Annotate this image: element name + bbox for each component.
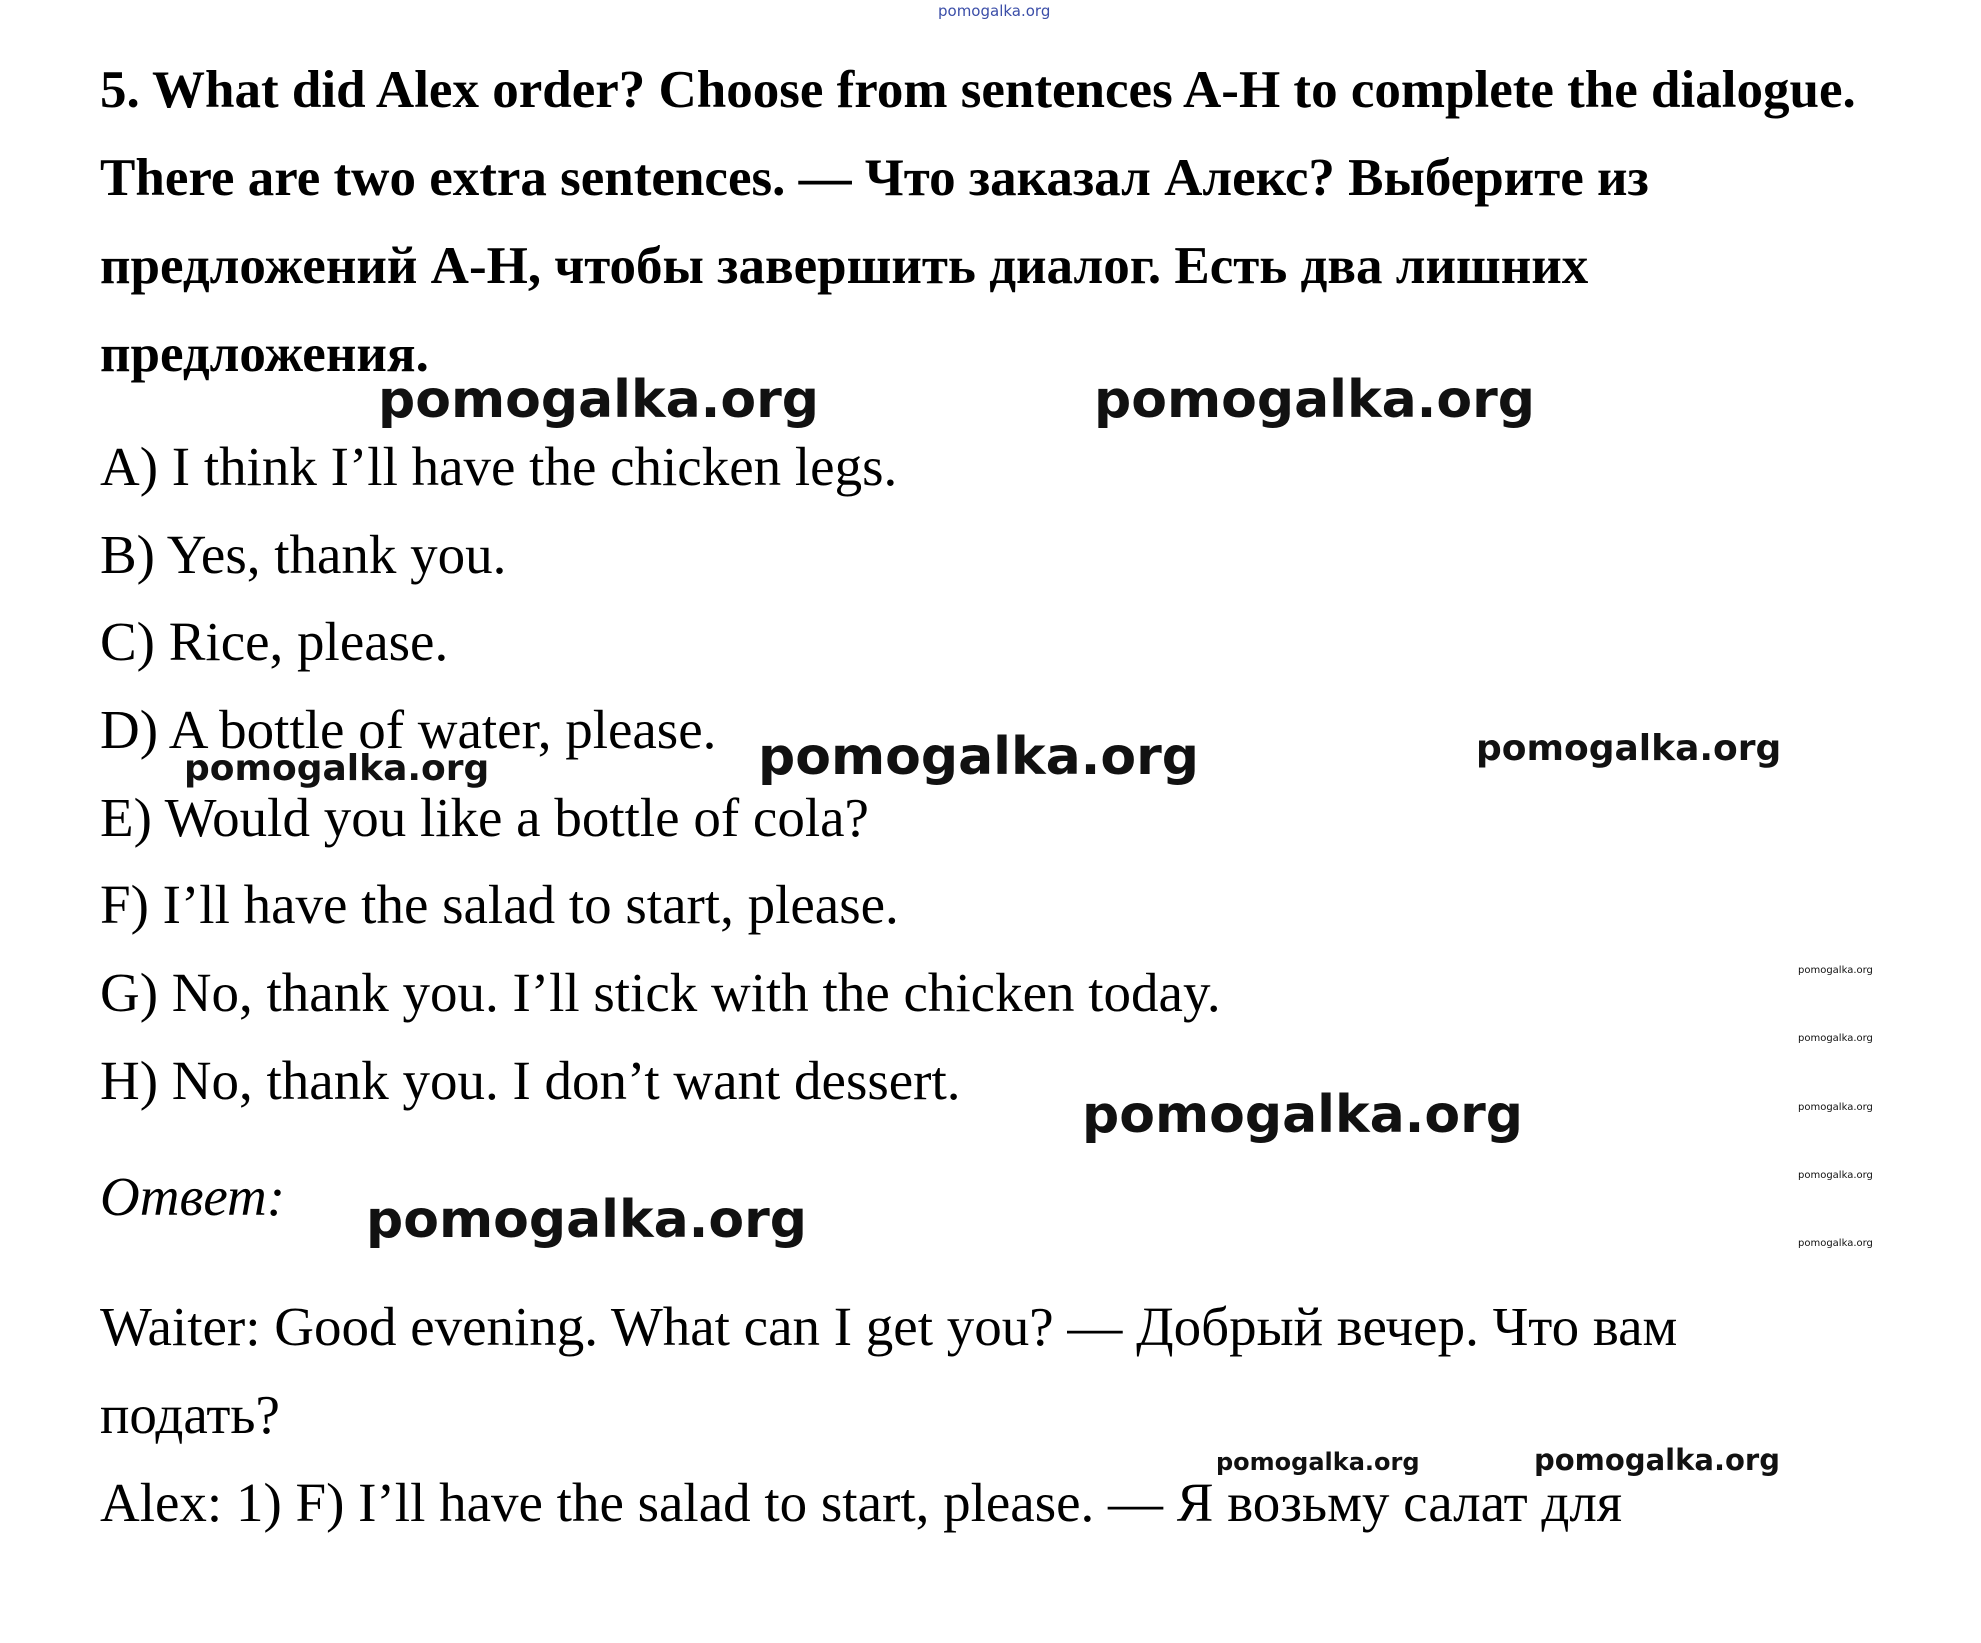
task-title: 5. What did Alex order? Choose from sentences A-H to complete the dialogue. There are two extra sentences. — Что заказал Алекс? Выберите из предложений A-H, чтобы завершить диалог. Есть два лишних предложения. (100, 61, 1856, 383)
dialogue-line-waiter: Waiter: Good evening. What can I get you? — Добрый вечер. Что вам подать? (100, 1296, 1678, 1445)
watermark: pomogalka.org (1534, 1443, 1780, 1477)
watermark: pomogalka.org (1798, 1102, 1873, 1113)
watermark: pomogalka.org (1798, 1238, 1873, 1249)
watermark: pomogalka.org (366, 1190, 808, 1250)
watermark: pomogalka.org (184, 748, 490, 789)
option-h: H) No, thank you. I don’t want dessert. (100, 1050, 961, 1111)
watermark: pomogalka.org (758, 727, 1200, 787)
watermark: pomogalka.org (1082, 1085, 1524, 1145)
watermark: pomogalka.org (1798, 1170, 1873, 1181)
watermark: pomogalka.org (1476, 728, 1782, 769)
answer-dialogue (100, 1283, 1860, 1547)
option-a: A) I think I’ll have the chicken legs. (100, 436, 898, 497)
watermark: pomogalka.org (1798, 1033, 1873, 1044)
option-g: G) No, thank you. I’ll stick with the chicken today. (100, 962, 1221, 1023)
option-d: D) A bottle of water, please. (100, 699, 717, 760)
option-f: F) I’ll have the salad to start, please. (100, 874, 899, 935)
watermark: pomogalka.org (1216, 1448, 1420, 1476)
watermark: pomogalka.org (1094, 370, 1536, 430)
option-e: E) Would you like a bottle of cola? (100, 787, 869, 848)
dialogue-line-alex: Alex: 1) F) I’ll have the salad to start, please. — Я возьму салат для (100, 1472, 1623, 1533)
option-b: B) Yes, thank you. (100, 524, 507, 585)
watermark: pomogalka.org (1798, 965, 1873, 976)
watermark-top: pomogalka.org (938, 2, 1051, 20)
option-c: C) Rice, please. (100, 611, 449, 672)
answer-label: Ответ: (100, 1166, 286, 1227)
watermark: pomogalka.org (378, 370, 820, 430)
